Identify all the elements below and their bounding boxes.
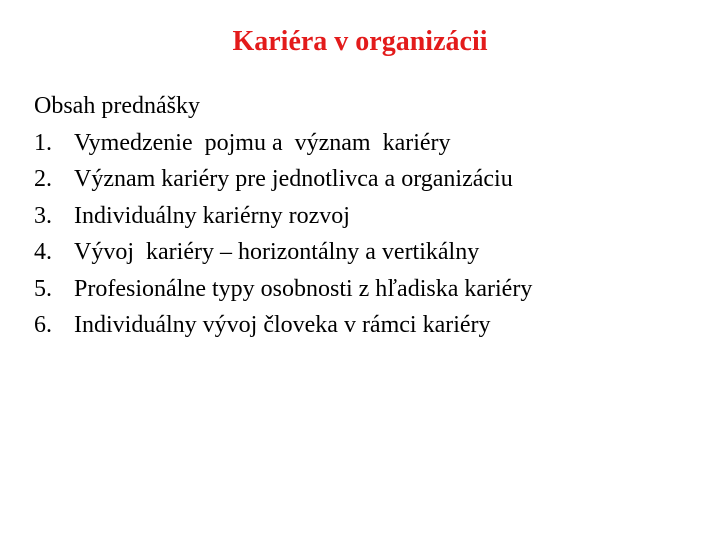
agenda-item-number: 1.	[34, 129, 52, 156]
agenda-item-number: 6.	[34, 312, 52, 338]
slide-content	[34, 88, 694, 344]
agenda-item	[34, 307, 694, 344]
agenda-item-number: 2.	[34, 166, 52, 192]
agenda-item-number: 5.	[34, 275, 52, 302]
agenda-item	[34, 234, 694, 271]
agenda-item-text: Profesionálne typy osobnosti z hľadiska kariéry	[74, 275, 533, 302]
agenda-item-text: Vývoj kariéry – horizontálny a vertikálny	[74, 239, 480, 265]
agenda-item-number: 3.	[34, 202, 52, 229]
agenda-item-text: Význam kariéry pre jednotlivca a organizáciu	[74, 166, 513, 192]
agenda-item-text: Individuálny kariérny rozvoj	[74, 202, 350, 229]
agenda-list	[34, 125, 694, 344]
slide-title: Kariéra v organizácii	[232, 26, 488, 57]
agenda-item-text: Vymedzenie pojmu a význam kariéry	[74, 129, 451, 156]
agenda-item-number: 4.	[34, 239, 52, 265]
agenda-item	[34, 198, 694, 235]
agenda-item	[34, 161, 694, 198]
agenda-item-text: Individuálny vývoj človeka v rámci kariéry	[74, 312, 491, 338]
agenda-item	[34, 125, 694, 162]
agenda-item	[34, 271, 694, 308]
agenda-heading: Obsah prednášky	[34, 93, 200, 119]
